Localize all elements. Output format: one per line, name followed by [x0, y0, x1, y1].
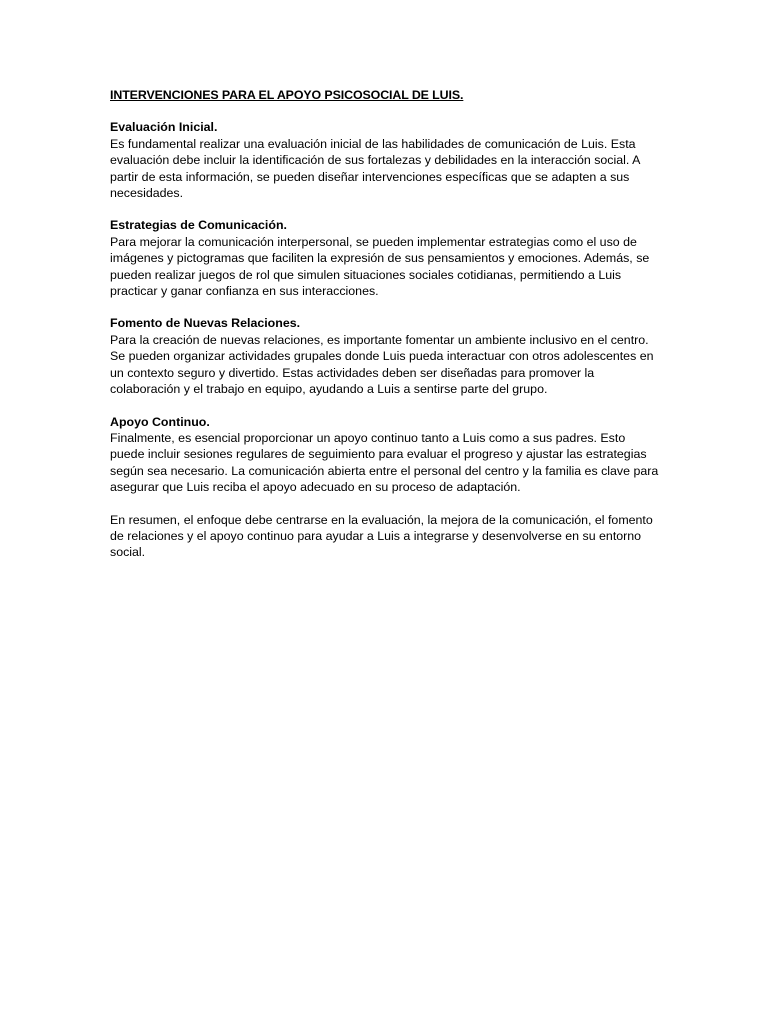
- section-body: Es fundamental realizar una evaluación inicial de las habilidades de comunicación de Luis. Esta evaluación debe incluir la identificación de sus fortalezas y debilidades en la interacción social. A partir de esta información, se pueden diseñar intervenciones específicas que se adapten a sus necesidades.: [110, 136, 640, 201]
- section-fomento-relaciones: [110, 315, 662, 397]
- section-body: Finalmente, es esencial proporcionar un apoyo continuo tanto a Luis como a sus padres. Esto puede incluir sesiones regulares de seguimiento para evaluar el progreso y ajustar las estrategias según sea necesario. La comunicación abierta entre el personal del centro y la familia es clave para asegurar que Luis reciba el apoyo adecuado en su proceso de adaptación.: [110, 430, 659, 495]
- section-heading: Apoyo Continuo.: [110, 414, 210, 429]
- section-estrategias-comunicacion: [110, 217, 662, 299]
- section-heading: Estrategias de Comunicación.: [110, 218, 287, 233]
- section-body: Para la creación de nuevas relaciones, es importante fomentar un ambiente inclusivo en el centro. Se pueden organizar actividades grupales donde Luis pueda interactuar con otros adolescentes en un contexto seguro y divertido. Estas actividades deben ser diseñadas para promover la colaboración y el trabajo en equipo, ayudando a Luis a sentirse parte del grupo.: [110, 332, 654, 397]
- document-title: INTERVENCIONES PARA EL APOYO PSICOSOCIAL DE LUIS.: [110, 88, 464, 102]
- section-apoyo-continuo: [110, 414, 662, 496]
- document-page: [110, 87, 662, 561]
- section-heading: Evaluación Inicial.: [110, 120, 218, 135]
- section-heading: Fomento de Nuevas Relaciones.: [110, 316, 301, 331]
- summary-paragraph: En resumen, el enfoque debe centrarse en la evaluación, la mejora de la comunicación, el fomento de relaciones y el apoyo continuo para ayudar a Luis a integrarse y desenvolverse en su entorno social.: [110, 512, 653, 560]
- section-evaluacion-inicial: [110, 119, 662, 201]
- section-body: Para mejorar la comunicación interpersonal, se pueden implementar estrategias como el uso de imágenes y pictogramas que faciliten la expresión de sus pensamientos y emociones. Además, se pueden realizar juegos de rol que simulen situaciones sociales cotidianas, permitiendo a Luis practicar y ganar confianza en sus interacciones.: [110, 234, 650, 299]
